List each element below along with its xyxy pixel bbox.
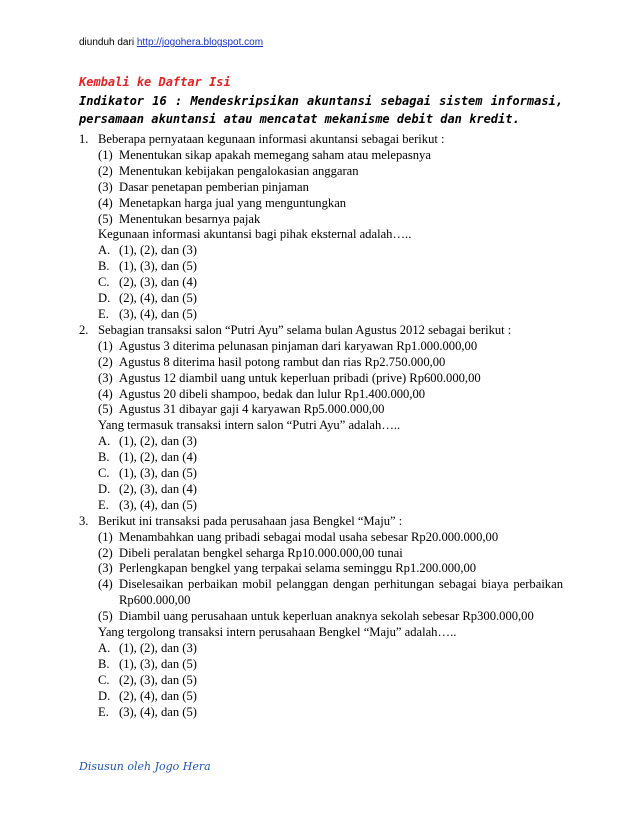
statement-number: (4) [98,577,113,592]
answer-option [79,275,563,291]
statement-item [79,609,563,625]
option-text: (2), (3), dan (4) [119,481,197,496]
statement-number: (5) [98,211,113,226]
answer-option [79,689,563,705]
statement-item [79,164,563,180]
statement-number: (5) [98,402,113,417]
statement-item [79,402,563,418]
statement-number: (2) [98,163,113,178]
question-text: Beberapa pernyataan kegunaan informasi akuntansi sebagai berikut : [98,132,445,146]
statement-text: Agustus 31 dibayar gaji 4 karyawan Rp5.000.000,00 [119,402,385,417]
source-link[interactable]: http://jogohera.blogspot.com [136,37,264,48]
statement-text: Agustus 12 diambil uang untuk keperluan pribadi (prive) Rp600.000,00 [119,370,481,385]
answer-option [79,434,563,450]
question-text: Berikut ini transaksi pada perusahaan jasa Bengkel “Maju” : [98,513,403,528]
option-text: (3), (4), dan (5) [119,497,197,512]
statement-text: Dibeli peralatan bengkel seharga Rp10.000.000,00 tunai [119,545,403,560]
back-to-toc-link[interactable]: Kembali ke Daftar Isi [79,75,231,89]
question-stem [79,132,563,148]
statement-text: Perlengkapan bengkel yang terpakai selama seminggu Rp1.200.000,00 [119,561,477,576]
answer-option [79,307,563,323]
answer-option [79,450,563,466]
option-text: (1), (3), dan (5) [119,466,197,481]
statement-item [79,148,563,164]
statement-text: Agustus 20 dibeli shampoo, bedak dan lulur Rp1.400.000,00 [119,386,426,401]
option-text: (2), (4), dan (5) [119,291,197,306]
statement-item [79,387,563,403]
statement-number: (5) [98,609,113,624]
option-letter: B. [98,450,110,465]
header-prefix: diunduh dari [79,37,137,48]
question-2 [79,323,563,514]
statement-item [79,561,563,577]
statement-item [79,371,563,387]
answer-option [79,482,563,498]
question-number: 2. [79,322,89,337]
indicator-heading: Indikator 16 : Mendeskripsikan akuntansi sebagai sistem informasi, persamaan akuntansi atau mencatat mekanisme debit dan kredit. [79,94,563,126]
option-text: (2), (3), dan (4) [119,275,197,290]
question-text: Sebagian transaksi salon “Putri Ayu” selama bulan Agustus 2012 sebagai berikut : [98,322,512,337]
statement-item [79,546,563,562]
statement-number: (1) [98,338,113,353]
statement-item [79,355,563,371]
statement-number: (2) [98,354,113,369]
option-letter: D. [98,481,111,496]
option-text: (1), (2), dan (3) [119,243,197,258]
question-list [79,132,563,721]
answer-option [79,657,563,673]
statement-text: Diselesaikan perbaikan mobil pelanggan dengan perhitungan sebagai biaya perbaikan Rp600.000,00 [119,577,563,608]
statement-text: Menambahkan uang pribadi sebagai modal usaha sebesar Rp20.000.000,00 [119,529,499,544]
option-text: (1), (3), dan (5) [119,259,197,274]
option-letter: E. [98,306,109,321]
statement-item [79,339,563,355]
statement-text: Diambil uang perusahaan untuk keperluan anaknya sekolah sebesar Rp300.000,00 [119,609,534,624]
statement-text: Agustus 3 diterima pelunasan pinjaman dari karyawan Rp1.000.000,00 [119,338,478,353]
statement-item [79,212,563,228]
option-letter: E. [98,497,109,512]
statement-item [79,180,563,196]
statement-text: Dasar penetapan pemberian pinjaman [119,179,309,194]
option-text: (1), (3), dan (5) [119,656,197,671]
statement-number: (4) [98,386,113,401]
statement-number: (3) [98,561,113,576]
statement-number: (1) [98,529,113,544]
option-letter: D. [98,688,111,703]
option-text: (2), (3), dan (5) [119,672,197,687]
option-letter: C. [98,672,110,687]
statement-text: Menentukan sikap apakah memegang saham atau melepasnya [119,147,431,162]
option-letter: E. [98,704,109,719]
option-text: (2), (4), dan (5) [119,688,197,703]
option-letter: A. [98,434,111,449]
statement-item [79,196,563,212]
option-letter: B. [98,656,110,671]
answer-option [79,291,563,307]
option-letter: D. [98,291,111,306]
question-prompt: Yang termasuk transaksi intern salon “Putri Ayu” adalah….. [98,418,401,433]
answer-option [79,243,563,259]
question-1 [79,132,563,323]
question-number: 1. [79,132,89,146]
statement-number: (2) [98,545,113,560]
statement-text: Menentukan kebijakan pengalokasian anggaran [119,163,359,178]
question-3 [79,514,563,721]
question-stem [79,323,563,339]
option-text: (3), (4), dan (5) [119,306,197,321]
page-header [79,37,263,48]
statement-number: (4) [98,195,113,210]
answer-option [79,498,563,514]
option-letter: A. [98,243,111,258]
question-prompt: Yang tergolong transaksi intern perusahaan Bengkel “Maju” adalah….. [98,625,457,640]
option-text: (1), (2), dan (3) [119,434,197,449]
statement-text: Menetapkan harga jual yang menguntungkan [119,195,347,210]
statement-text: Agustus 8 diterima hasil potong rambut dan rias Rp2.750.000,00 [119,354,446,369]
question-stem [79,514,563,530]
answer-option [79,641,563,657]
statement-item [79,577,563,609]
option-letter: B. [98,259,110,274]
option-letter: C. [98,275,110,290]
option-letter: C. [98,466,110,481]
answer-option [79,466,563,482]
question-number: 3. [79,513,89,528]
answer-option [79,673,563,689]
statement-number: (3) [98,370,113,385]
page-footer: Disusun oleh Jogo Hera [79,760,211,773]
statement-item [79,530,563,546]
document-body [79,74,563,721]
statement-number: (1) [98,147,113,162]
statement-number: (3) [98,179,113,194]
option-text: (3), (4), dan (5) [119,704,197,719]
option-letter: A. [98,641,111,655]
statement-text: Menentukan besarnya pajak [119,211,261,226]
question-prompt: Kegunaan informasi akuntansi bagi pihak eksternal adalah….. [98,227,412,242]
option-text: (1), (2), dan (3) [119,641,197,655]
option-text: (1), (2), dan (4) [119,450,197,465]
answer-option [79,705,563,721]
answer-option [79,259,563,275]
